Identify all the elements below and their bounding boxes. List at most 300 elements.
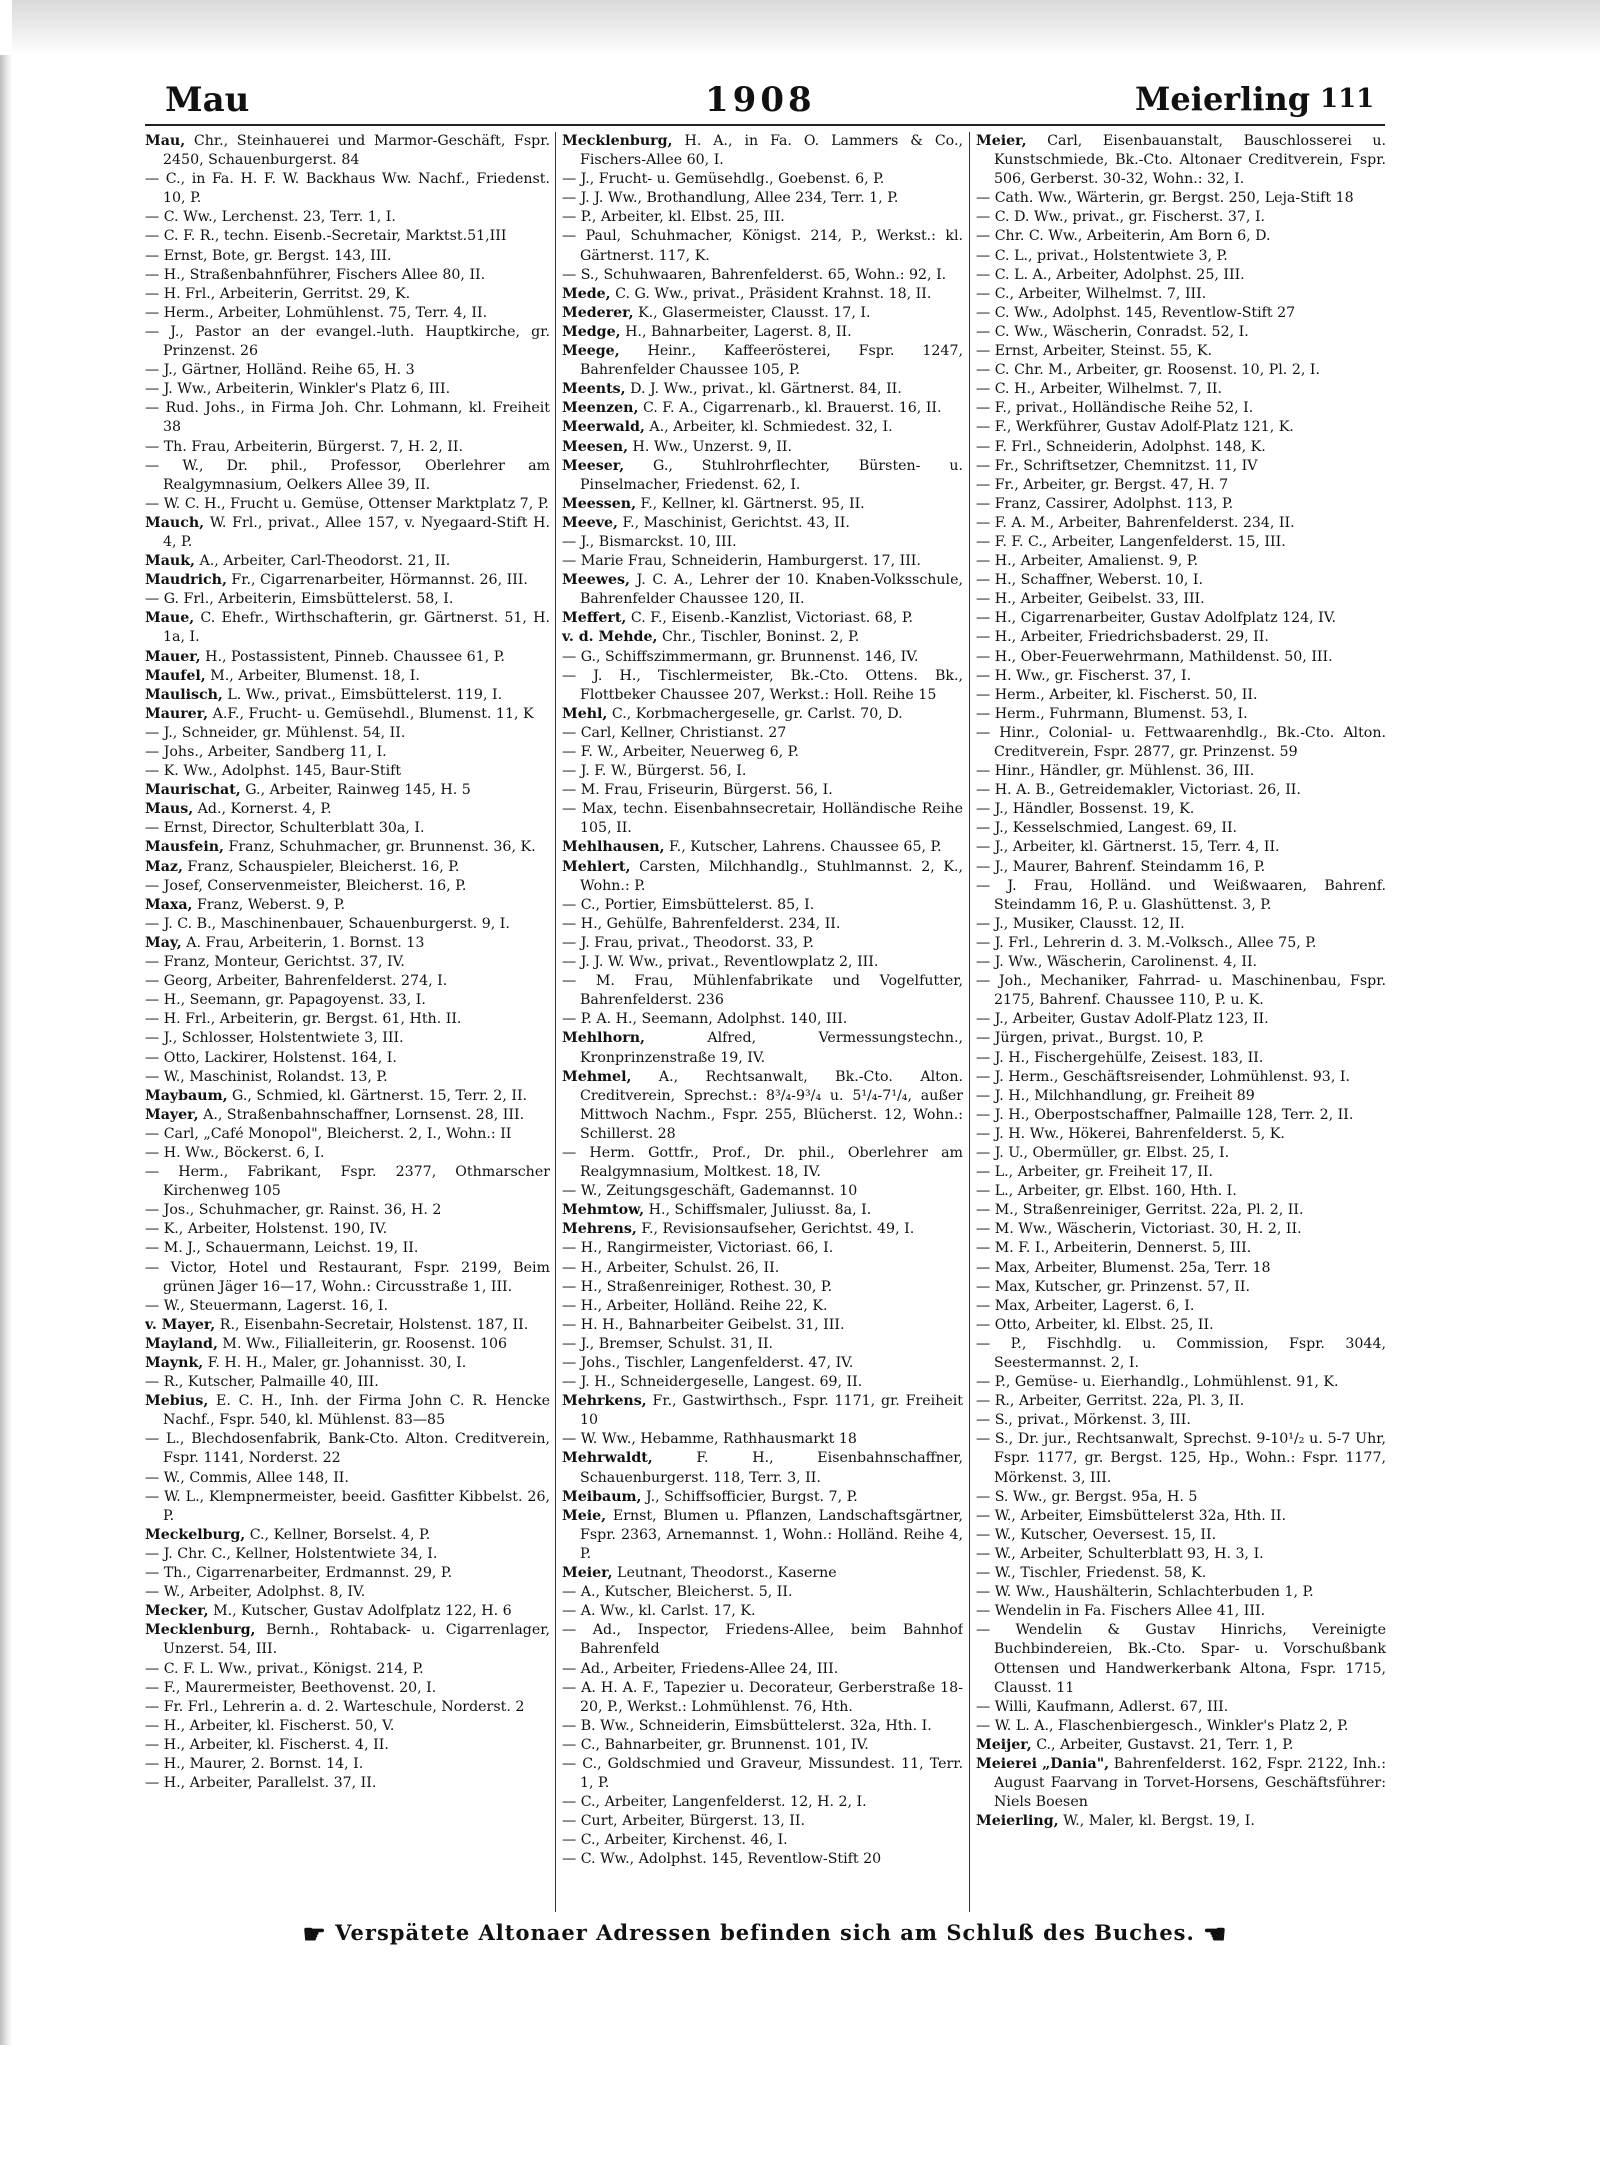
entry-details: — S., Dr. jur., Rechtsanwalt, Sprechst. 9-10¹/₂ u. 5-7 Uhr, Fspr. 1177, gr. Bergst. 125, Hp., Wohn.: Fspr. 1177, Mörkenst. 3, III. <box>976 1431 1386 1486</box>
entry-details: — C. H., Arbeiter, Wilhelmst. 7, II. <box>976 381 1223 398</box>
entry-surname: Meewes, <box>562 572 630 589</box>
entry-surname: Meierei „Dania", <box>976 1755 1110 1772</box>
entry-details: F., Kellner, kl. Gärtnerst. 95, II. <box>640 495 865 512</box>
entry-details: — J., Schlosser, Holstentwiete 3, III. <box>145 1030 404 1047</box>
directory-entry <box>562 1239 963 1258</box>
header-year: 1908 <box>705 80 816 120</box>
entry-surname: Mecklenburg, <box>145 1622 256 1639</box>
entry-surname: v. d. Mehde, <box>562 629 658 646</box>
entry-surname: Mehrens, <box>562 1221 637 1238</box>
entry-details: G., Stuhlrohrflechter, Bürsten- u. Pinselmacher, Friedenst. 62, I. <box>580 457 963 493</box>
entry-surname: Meents, <box>562 381 626 398</box>
entry-details: D. J. Ww., privat., kl. Gärtnerst. 84, II. <box>630 381 902 398</box>
entry-details: — P., Fischhdlg. u. Commission, Fspr. 3044, Seestermannst. 2, I. <box>976 1335 1386 1371</box>
entry-details: A. Frau, Arbeiterin, 1. Bornst. 13 <box>186 934 425 951</box>
directory-entry <box>145 1583 550 1602</box>
directory-entry <box>562 743 963 762</box>
directory-entry <box>976 476 1386 495</box>
entry-details: — Th., Cigarrenarbeiter, Erdmannst. 29, P. <box>145 1565 453 1582</box>
entry-details: Franz, Schauspieler, Bleicherst. 16, P. <box>187 858 460 875</box>
entry-details: — Carl, „Café Monopol", Bleicherst. 2, I., Wohn.: II <box>145 1125 512 1142</box>
entry-details: — C. F. L. Ww., privat., Königst. 214, P. <box>145 1660 424 1677</box>
entry-details: — H., Ober-Feuerwehrmann, Mathildenst. 50, III. <box>976 648 1333 665</box>
entry-details: — H. Frl., Arbeiterin, Gerritst. 29, K. <box>145 285 411 302</box>
entry-details: C. Ehefr., Wirthschafterin, gr. Gärtnerst. 51, H. 1a, I. <box>163 610 550 646</box>
directory-entry <box>976 1755 1386 1812</box>
entry-details: G., Arbeiter, Rainweg 145, H. 5 <box>245 782 471 799</box>
scan-top-edge <box>12 0 1600 55</box>
entry-details: — Ad., Arbeiter, Friedens-Allee 24, III. <box>562 1660 839 1677</box>
directory-entry <box>562 1717 963 1736</box>
entry-details: — W. L., Klempnermeister, beeid. Gasfitter Kibbelst. 26, P. <box>145 1488 550 1524</box>
entry-details: G., Schmied, kl. Gärtnerst. 15, Terr. 2, II. <box>232 1087 528 1104</box>
directory-entry <box>562 1679 963 1717</box>
directory-entry <box>145 1029 550 1048</box>
directory-entry <box>145 1373 550 1392</box>
entry-surname: Meier, <box>976 133 1027 149</box>
directory-entry <box>562 915 963 934</box>
entry-details: — Otto, Lackirer, Holstenst. 164, I. <box>145 1049 397 1066</box>
entry-details: — H. H., Bahnarbeiter Geibelst. 31, III. <box>562 1316 845 1333</box>
directory-entry <box>976 1430 1386 1487</box>
footer-notice <box>145 1920 1385 1956</box>
directory-entry <box>145 686 550 705</box>
entry-details: — F., Werkführer, Gustav Adolf-Platz 121, K. <box>976 419 1294 436</box>
entry-details: — J. H., Fischergehülfe, Zeisest. 183, II. <box>976 1049 1264 1066</box>
directory-entry <box>562 323 963 342</box>
directory-entry <box>145 1430 550 1468</box>
entry-details: — Max, Arbeiter, Lagerst. 6, I. <box>976 1297 1195 1314</box>
directory-entry <box>976 132 1386 189</box>
directory-entry <box>145 514 550 552</box>
directory-entry <box>145 724 550 743</box>
entry-surname: Maurer, <box>145 705 209 722</box>
entry-details: — C. Ww., Wäscherin, Conradst. 52, I. <box>976 323 1249 340</box>
directory-entry <box>145 705 550 724</box>
column-3 <box>969 132 1386 1912</box>
directory-entry <box>562 189 963 208</box>
directory-entry <box>145 1163 550 1201</box>
entry-details: Chr., Tischler, Boninst. 2, P. <box>661 629 860 646</box>
entry-details: Fr., Gastwirthsch., Fspr. 1171, gr. Freiheit 10 <box>580 1393 963 1429</box>
entry-details: — Fr. Frl., Lehrerin a. d. 2. Warteschule, Norderst. 2 <box>145 1698 525 1715</box>
directory-entry <box>976 819 1386 838</box>
directory-entry <box>976 1526 1386 1545</box>
directory-entry <box>562 1354 963 1373</box>
entry-details: — P. A. H., Seemann, Adolphst. 140, III. <box>562 1011 848 1028</box>
entry-details: J., Schiffsofficier, Burgst. 7, P. <box>646 1488 858 1505</box>
entry-details: F., Kutscher, Lahrens. Chaussee 65, P. <box>669 839 942 856</box>
entry-details: Fr., Cigarrenarbeiter, Hörmannst. 26, III. <box>231 572 528 589</box>
entry-details: — Johs., Tischler, Langenfelderst. 47, IV. <box>562 1355 854 1371</box>
directory-entry <box>562 781 963 800</box>
entry-details: — Jos., Schuhmacher, gr. Rainst. 36, H. 2 <box>145 1202 442 1219</box>
directory-entry <box>976 1029 1386 1048</box>
entry-details: — J. Ww., Arbeiterin, Winkler's Platz 6, III. <box>145 381 451 398</box>
directory-entry <box>976 1335 1386 1373</box>
directory-entry <box>976 1220 1386 1239</box>
entry-details: — H., Arbeiter, Friedrichsbaderst. 29, II. <box>976 629 1269 646</box>
directory-entry <box>562 1316 963 1335</box>
entry-details: R., Eisenbahn-Secretair, Holstenst. 187, II. <box>219 1316 529 1333</box>
entry-details: — A., Kutscher, Bleicherst. 5, II. <box>562 1584 793 1601</box>
directory-entry <box>145 762 550 781</box>
directory-entry <box>145 1545 550 1564</box>
directory-entry <box>562 648 963 667</box>
entry-details: — Chr. C. Ww., Arbeiterin, Am Born 6, D. <box>976 228 1271 245</box>
directory-entry <box>976 571 1386 590</box>
entry-details: — H., Rangirmeister, Victoriast. 66, I. <box>562 1240 834 1257</box>
directory-entry <box>562 1220 963 1239</box>
directory-entry <box>562 1736 963 1755</box>
entry-details: — Ad., Inspector, Friedens-Allee, beim Bahnhof Bahrenfeld <box>562 1622 963 1658</box>
directory-entry <box>145 648 550 667</box>
entry-surname: Meenzen, <box>562 400 639 417</box>
entry-details: — J. Ww., Wäscherin, Carolinenst. 4, II. <box>976 954 1258 971</box>
entry-surname: Maurischat, <box>145 782 241 799</box>
entry-details: — J. Frau, privat., Theodorst. 33, P. <box>562 934 814 951</box>
directory-entry <box>145 838 550 857</box>
entry-details: — H. Ww., Böckerst. 6, I. <box>145 1144 325 1161</box>
directory-entry <box>145 1736 550 1755</box>
directory-entry <box>562 1335 963 1354</box>
directory-entry <box>976 628 1386 647</box>
entry-surname: Mauch, <box>145 514 205 531</box>
entry-surname: Mehlhausen, <box>562 839 665 856</box>
entry-details: — K. Ww., Adolphst. 145, Baur-Stift <box>145 763 402 780</box>
directory-page <box>145 78 1385 1988</box>
directory-entry <box>562 800 963 838</box>
entry-surname: Mehl, <box>562 705 608 722</box>
directory-entry <box>562 208 963 227</box>
entry-surname: Meeve, <box>562 514 618 531</box>
directory-entry <box>562 1755 963 1793</box>
directory-entry <box>976 1564 1386 1583</box>
entry-surname: Mecklenburg, <box>562 133 673 149</box>
entry-details: — J., Händler, Bossenst. 19, K. <box>976 801 1195 818</box>
directory-entry <box>976 1278 1386 1297</box>
directory-entry <box>976 667 1386 686</box>
directory-entry <box>145 1239 550 1258</box>
directory-entry <box>562 762 963 781</box>
directory-entry <box>976 838 1386 857</box>
entry-surname: Mederer, <box>562 304 634 321</box>
directory-entry <box>562 399 963 418</box>
entry-details: — Max, Kutscher, gr. Prinzenst. 57, II. <box>976 1278 1250 1295</box>
directory-entry <box>976 724 1386 762</box>
entry-details: — Hinr., Händler, gr. Mühlenst. 36, III. <box>976 763 1255 780</box>
directory-entry <box>562 1602 963 1621</box>
directory-entry <box>562 1144 963 1182</box>
directory-entry <box>145 399 550 437</box>
entry-details: H. Ww., Unzerst. 9, II. <box>632 438 793 455</box>
entry-details: — A. H. A. F., Tapezier u. Decorateur, Gerberstraße 18-20, P., Werkst.: Lohmühlenst. 76, Hth. <box>562 1679 963 1715</box>
entry-details: — H., Arbeiter, Holländ. Reihe 22, K. <box>562 1297 828 1314</box>
column-1 <box>145 132 550 1912</box>
entry-details: — C., Arbeiter, Kirchenst. 46, I. <box>562 1832 788 1849</box>
entry-details: — C., Bahnarbeiter, gr. Brunnenst. 101, IV. <box>562 1736 869 1753</box>
directory-entry <box>145 1087 550 1106</box>
directory-entry <box>562 1831 963 1850</box>
entry-details: — Ernst, Director, Schulterblatt 30a, I. <box>145 820 425 837</box>
directory-entry <box>145 266 550 285</box>
entry-details: — H. Ww., gr. Fischerst. 37, I. <box>976 667 1192 684</box>
entry-details: — A. Ww., kl. Carlst. 17, K. <box>562 1603 756 1620</box>
directory-entry <box>562 1488 963 1507</box>
entry-details: — H., Schaffner, Weberst. 10, I. <box>976 572 1203 589</box>
entry-details: F. H. H., Maler, gr. Johannisst. 30, I. <box>207 1355 467 1371</box>
scan-left-edge <box>0 55 12 2045</box>
directory-entry <box>562 342 963 380</box>
entry-surname: Meier, <box>562 1565 613 1582</box>
entry-surname: Mauk, <box>145 553 195 570</box>
directory-entry <box>562 438 963 457</box>
directory-entry <box>976 399 1386 418</box>
directory-entry <box>976 1698 1386 1717</box>
entry-details: — W. Ww., Haushälterin, Schlachterbuden 1, P. <box>976 1584 1314 1601</box>
entry-surname: Meierling, <box>976 1813 1059 1830</box>
directory-entry <box>145 1106 550 1125</box>
entry-details: — Otto, Arbeiter, kl. Elbst. 25, II. <box>976 1316 1214 1333</box>
directory-entry <box>562 304 963 323</box>
pointing-hand-left-icon: ☛ <box>302 1920 327 1950</box>
directory-entry <box>145 915 550 934</box>
entry-details: — W., Arbeiter, Adolphst. 8, IV. <box>145 1584 366 1601</box>
directory-entry <box>145 1564 550 1583</box>
directory-entry <box>976 1125 1386 1144</box>
entry-details: — W., Arbeiter, Schulterblatt 93, H. 3, I. <box>976 1545 1264 1562</box>
entry-details: — Franz, Monteur, Gerichtst. 37, IV. <box>145 954 405 971</box>
directory-entry <box>562 705 963 724</box>
directory-entry <box>976 1163 1386 1182</box>
entry-details: — W. Ww., Hebamme, Rathhausmarkt 18 <box>562 1431 857 1448</box>
directory-entry <box>976 609 1386 628</box>
entry-details: L. Ww., privat., Eimsbüttelerst. 119, I. <box>227 686 503 703</box>
entry-surname: Meesen, <box>562 438 629 455</box>
entry-details: F., Maschinist, Gerichtst. 43, II. <box>622 514 850 531</box>
entry-details: — Ernst, Bote, gr. Bergst. 143, III. <box>145 247 392 264</box>
entry-details: — S., Schuhwaaren, Bahrenfelderst. 65, Wohn.: 92, I. <box>562 266 947 283</box>
directory-entry <box>145 877 550 896</box>
entry-surname: Mehrwaldt, <box>562 1450 653 1467</box>
entry-surname: Meerwald, <box>562 419 645 436</box>
directory-entry <box>145 571 550 590</box>
directory-entry <box>145 323 550 361</box>
entry-details: — Rud. Johs., in Firma Joh. Chr. Lohmann, kl. Freiheit 38 <box>145 400 550 436</box>
entry-details: — Victor, Hotel und Restaurant, Fspr. 2199, Beim grünen Jäger 16—17, Wohn.: Circusstraße 1, III. <box>145 1259 550 1295</box>
entry-surname: Mecker, <box>145 1603 209 1620</box>
entry-details: H., Bahnarbeiter, Lagerst. 8, II. <box>625 323 852 340</box>
directory-entry <box>145 1488 550 1526</box>
entry-details: — Curt, Arbeiter, Bürgerst. 13, II. <box>562 1813 805 1830</box>
entry-details: — H., Maurer, 2. Bornst. 14, I. <box>145 1755 364 1772</box>
entry-details: — Hinr., Colonial- u. Fettwaarenhdlg., Bk.-Cto. Alton. Creditverein, Fspr. 2877, gr. Prinzenst. 59 <box>976 724 1386 760</box>
entry-details: — R., Arbeiter, Gerritst. 22a, Pl. 3, II. <box>976 1393 1245 1410</box>
entry-details: — M., Straßenreiniger, Gerritst. 22a, Pl. 2, II. <box>976 1202 1304 1219</box>
entry-details: Chr., Steinhauerei und Marmor-Geschäft, Fspr. 2450, Schauenburgerst. 84 <box>163 133 550 169</box>
entry-details: — H., Straßenreiniger, Rothest. 30, P. <box>562 1278 833 1295</box>
entry-list <box>976 132 1386 1831</box>
entry-details: — Carl, Kellner, Christianst. 27 <box>562 724 787 741</box>
entry-details: F., Revisionsaufseher, Gerichtst. 49, I. <box>641 1221 915 1238</box>
entry-details: A., Straßenbahnschaffner, Lornsenst. 28, III. <box>203 1106 525 1123</box>
entry-details: — J., Arbeiter, kl. Gärtnerst. 15, Terr. 4, II. <box>976 839 1280 856</box>
entry-details: — H. A. B., Getreidemakler, Victoriast. 26, II. <box>976 782 1301 799</box>
entry-details: Alfred, Vermessungstechn., Kronprinzenstraße 19, IV. <box>580 1030 963 1066</box>
directory-entry <box>976 1411 1386 1430</box>
directory-entry <box>562 1621 963 1659</box>
entry-details: — J. Herm., Geschäftsreisender, Lohmühlenst. 93, I. <box>976 1068 1350 1085</box>
entry-details: — M. Frau, Friseurin, Bürgerst. 56, I. <box>562 782 833 799</box>
directory-entry <box>145 1125 550 1144</box>
entry-details: — H., Cigarrenarbeiter, Gustav Adolfplatz 124, IV. <box>976 610 1337 627</box>
entry-details: — Max, Arbeiter, Blumenst. 25a, Terr. 18 <box>976 1259 1271 1276</box>
entry-details: — C. D. Ww., privat., gr. Fischerst. 37, I. <box>976 209 1266 226</box>
directory-entry <box>145 1144 550 1163</box>
entry-details: — J., Schneider, gr. Mühlenst. 54, II. <box>145 724 406 741</box>
entry-surname: Mausfein, <box>145 839 224 856</box>
directory-entry <box>562 1297 963 1316</box>
entry-details: — C., Arbeiter, Wilhelmst. 7, III. <box>976 285 1207 302</box>
entry-details: — F. F. C., Arbeiter, Langenfelderst. 15, III. <box>976 533 1286 550</box>
entry-surname: Maus, <box>145 801 194 818</box>
directory-entry <box>145 1049 550 1068</box>
directory-entry <box>562 1660 963 1679</box>
entry-surname: Maue, <box>145 610 195 627</box>
directory-entry <box>145 1259 550 1297</box>
directory-entry <box>976 1316 1386 1335</box>
directory-entry <box>976 1068 1386 1087</box>
entry-details: — Georg, Arbeiter, Bahrenfelderst. 274, I. <box>145 973 448 990</box>
column-2 <box>555 132 963 1912</box>
entry-details: — J., Bremser, Schulst. 31, II. <box>562 1335 774 1352</box>
entry-details: — H., Arbeiter, kl. Fischerst. 4, II. <box>145 1736 389 1753</box>
directory-entry <box>976 1201 1386 1220</box>
entry-surname: Meeser, <box>562 457 625 474</box>
entry-details: — F. W., Arbeiter, Neuerweg 6, P. <box>562 744 799 760</box>
directory-entry <box>145 1220 550 1239</box>
entry-details: — Willi, Kaufmann, Adlerst. 67, III. <box>976 1698 1229 1715</box>
directory-entry <box>976 1812 1386 1831</box>
entry-details: A., Rechtsanwalt, Bk.-Cto. Alton. Creditverein, Sprechst.: 8³/₄-9³/₄ u. 5¹/₄-7¹/₄, außer Mittwoch Nachm., Fspr. 255, Blücherst. 12, Wohn.: Schillerst. 28 <box>580 1068 963 1142</box>
entry-details: — H., Arbeiter, Parallelst. 37, II. <box>145 1775 377 1792</box>
entry-details: — H., Seemann, gr. Papagoyenst. 33, I. <box>145 992 426 1009</box>
entry-details: C., Korbmachergeselle, gr. Carlst. 70, D. <box>611 705 903 722</box>
directory-entry <box>145 208 550 227</box>
entry-surname: Meijer, <box>976 1736 1032 1753</box>
entry-details: — F., Maurermeister, Beethovenst. 20, I. <box>145 1679 437 1696</box>
directory-entry <box>145 438 550 457</box>
directory-entry <box>976 877 1386 915</box>
directory-entry <box>562 170 963 189</box>
directory-entry <box>145 1316 550 1335</box>
directory-entry <box>145 247 550 266</box>
entry-details: — C. Ww., Adolphst. 145, Reventlow-Stift 20 <box>562 1851 882 1868</box>
directory-entry <box>976 247 1386 266</box>
entry-surname: Mehrkens, <box>562 1393 647 1410</box>
page-number: 111 <box>1320 84 1375 114</box>
entry-details: E. C. H., Inh. der Firma John C. R. Hencke Nachf., Fspr. 540, kl. Mühlenst. 83—85 <box>163 1393 550 1429</box>
entry-details: — W., Arbeiter, Eimsbüttelerst 32a, Hth. II. <box>976 1507 1287 1524</box>
directory-entry <box>562 533 963 552</box>
header-right-keyword: Meierling <box>1135 80 1311 118</box>
directory-entry <box>562 132 963 170</box>
entry-details: H., Schiffsmaler, Juliusst. 8a, I. <box>648 1202 872 1219</box>
directory-entry <box>976 648 1386 667</box>
directory-entry <box>562 1182 963 1201</box>
entry-details: — W., Dr. phil., Professor, Oberlehrer am Realgymnasium, Oelkers Allee 39, II. <box>145 457 550 493</box>
directory-entry <box>145 1679 550 1698</box>
directory-entry <box>562 724 963 743</box>
directory-entry <box>145 1469 550 1488</box>
directory-entry <box>145 1392 550 1430</box>
entry-surname: Medge, <box>562 323 621 340</box>
entry-details: M. Ww., Filialleiterin, gr. Roosenst. 106 <box>222 1335 508 1352</box>
directory-entry <box>976 457 1386 476</box>
entry-details: — F. A. M., Arbeiter, Bahrenfelderst. 234, II. <box>976 514 1295 531</box>
entry-details: — B. Ww., Schneiderin, Eimsbüttelerst. 32a, Hth. I. <box>562 1717 932 1734</box>
directory-entry <box>145 1068 550 1087</box>
directory-entry <box>145 1755 550 1774</box>
directory-entry <box>562 380 963 399</box>
directory-entry <box>562 552 963 571</box>
directory-entry <box>145 1660 550 1679</box>
entry-details: — M. Frau, Mühlenfabrikate und Vogelfutter, Bahrenfelderst. 236 <box>562 973 963 1009</box>
entry-surname: Maybaum, <box>145 1087 228 1104</box>
entry-details: M., Kutscher, Gustav Adolfplatz 122, H. 6 <box>213 1603 512 1620</box>
entry-details: — J. Frau, Holländ. und Weißwaaren, Bahrenf. Steindamm 16, P. u. Glashüttenst. 3, P. <box>976 877 1386 913</box>
directory-entry <box>976 1602 1386 1621</box>
directory-entry <box>976 1087 1386 1106</box>
entry-details: — J., Maurer, Bahrenf. Steindamm 16, P. <box>976 858 1266 875</box>
directory-entry <box>145 1335 550 1354</box>
entry-details: W., Maler, kl. Bergst. 19, I. <box>1063 1813 1255 1830</box>
directory-entry <box>976 227 1386 246</box>
directory-entry <box>562 628 963 647</box>
entry-list <box>562 132 963 1870</box>
entry-surname: Mau, <box>145 133 186 149</box>
directory-entry <box>562 1850 963 1869</box>
entry-details: — G., Schiffszimmermann, gr. Brunnenst. 146, IV. <box>562 648 919 665</box>
entry-details: — J. U., Obermüller, gr. Elbst. 25, I. <box>976 1144 1230 1161</box>
directory-entry <box>562 571 963 609</box>
directory-entry <box>145 132 550 170</box>
directory-entry <box>562 934 963 953</box>
entry-details: A.F., Frucht- u. Gemüsehdl., Blumenst. 11, K <box>212 705 534 722</box>
entry-surname: Mayer, <box>145 1106 199 1123</box>
directory-entry <box>976 781 1386 800</box>
directory-entry <box>562 1201 963 1220</box>
entry-details: — W. C. H., Frucht u. Gemüse, Ottenser Marktplatz 7, P. <box>145 495 549 512</box>
entry-details: — Herm., Arbeiter, Lohmühlenst. 75, Terr. 4, II. <box>145 304 488 321</box>
directory-entry <box>145 743 550 762</box>
entry-surname: Meckelburg, <box>145 1526 246 1543</box>
entry-details: — H., Straßenbahnführer, Fischers Allee 80, II. <box>145 266 486 283</box>
entry-details: — Herm., Arbeiter, kl. Fischerst. 50, II. <box>976 686 1258 703</box>
entry-details: F. H., Eisenbahnschaffner, Schauenburgerst. 118, Terr. 3, II. <box>580 1450 963 1486</box>
entry-details: Leutnant, Theodorst., Kaserne <box>617 1565 837 1582</box>
directory-entry <box>562 266 963 285</box>
entry-details: — J. H., Tischlermeister, Bk.-Cto. Ottens. Bk., Flottbeker Chaussee 207, Werkst.: Holl. Reihe 15 <box>562 667 963 703</box>
entry-details: — P., Gemüse- u. Eierhandlg., Lohmühlenst. 91, K. <box>976 1374 1339 1391</box>
entry-details: — J., Frucht- u. Gemüsehdlg., Goebenst. 6, P. <box>562 171 885 188</box>
columns <box>145 126 1385 1916</box>
directory-entry <box>562 838 963 857</box>
entry-details: M., Arbeiter, Blumenst. 18, I. <box>210 667 420 684</box>
directory-entry <box>145 667 550 686</box>
entry-details: — Wendelin in Fa. Fischers Allee 41, III. <box>976 1603 1266 1620</box>
directory-entry <box>976 1049 1386 1068</box>
